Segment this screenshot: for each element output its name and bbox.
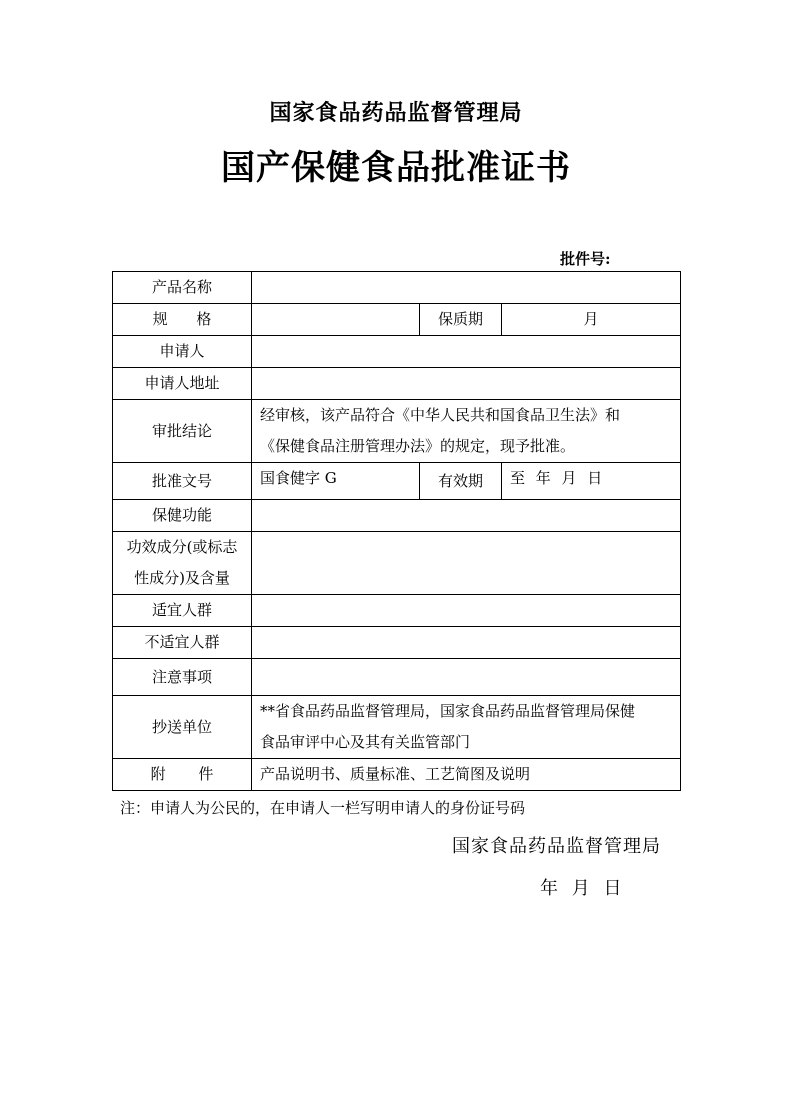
cc-line-1: **省食品药品监督管理局，国家食品药品监督管理局保健 — [260, 702, 636, 720]
unsuitable-value — [252, 627, 681, 659]
approval-conclusion-line-1: 经审核，该产品符合《中华人民共和国食品卫生法》和 — [260, 406, 621, 424]
row-spec — [113, 304, 681, 336]
row-applicant-address — [113, 368, 681, 400]
footer-date: 年 月 日 — [540, 878, 622, 899]
row-health-function — [113, 500, 681, 532]
approval-doc-label: 批准文号 — [113, 463, 252, 500]
certificate-table — [112, 271, 681, 791]
applicant-label: 申请人 — [113, 336, 252, 368]
shelf-life-label: 保质期 — [420, 304, 502, 336]
row-suitable — [113, 595, 681, 627]
row-ingredients — [113, 532, 681, 595]
spec-value — [252, 304, 420, 336]
health-function-value — [252, 500, 681, 532]
cc-line-2: 食品审评中心及其有关监管部门 — [260, 733, 471, 751]
footer-agency: 国家食品药品监督管理局 — [452, 836, 661, 857]
approval-conclusion-value — [252, 400, 681, 463]
validity-value: 至 年 月 日 — [502, 463, 681, 500]
notes-value — [252, 659, 681, 696]
row-unsuitable — [113, 627, 681, 659]
cc-value — [252, 696, 681, 759]
row-product-name — [113, 272, 681, 304]
row-approval-doc — [113, 463, 681, 500]
approval-number-label: 批件号: — [560, 250, 611, 268]
product-name-label: 产品名称 — [113, 272, 252, 304]
validity-label: 有效期 — [420, 463, 502, 500]
spec-label: 规 格 — [113, 304, 252, 336]
applicant-address-label: 申请人地址 — [113, 368, 252, 400]
issuing-agency-title: 国家食品药品监督管理局 — [269, 100, 523, 126]
certificate-title: 国产保健食品批准证书 — [221, 148, 571, 188]
ingredients-label-line-1: 功效成分(或标志 — [126, 538, 238, 556]
applicant-value — [252, 336, 681, 368]
ingredients-label-line-2: 性成分)及含量 — [134, 569, 230, 587]
ingredients-label — [113, 532, 252, 595]
health-function-label: 保健功能 — [113, 500, 252, 532]
attachment-label: 附 件 — [113, 759, 252, 791]
row-approval-conclusion — [113, 400, 681, 463]
applicant-address-value — [252, 368, 681, 400]
approval-conclusion-label: 审批结论 — [113, 400, 252, 463]
approval-conclusion-line-2: 《保健食品注册管理办法》的规定，现予批准。 — [260, 437, 576, 455]
notes-label: 注意事项 — [113, 659, 252, 696]
suitable-value — [252, 595, 681, 627]
ingredients-value — [252, 532, 681, 595]
approval-doc-value: 国食健字 G — [252, 463, 420, 500]
row-notes — [113, 659, 681, 696]
cc-label: 抄送单位 — [113, 696, 252, 759]
row-applicant — [113, 336, 681, 368]
row-attachment — [113, 759, 681, 791]
unsuitable-label: 不适宜人群 — [113, 627, 252, 659]
suitable-label: 适宜人群 — [113, 595, 252, 627]
attachment-value: 产品说明书、质量标准、工艺简图及说明 — [252, 759, 681, 791]
product-name-value — [252, 272, 681, 304]
row-cc — [113, 696, 681, 759]
shelf-life-unit: 月 — [502, 304, 681, 336]
footnote: 注：申请人为公民的，在申请人一栏写明申请人的身份证号码 — [120, 799, 526, 817]
